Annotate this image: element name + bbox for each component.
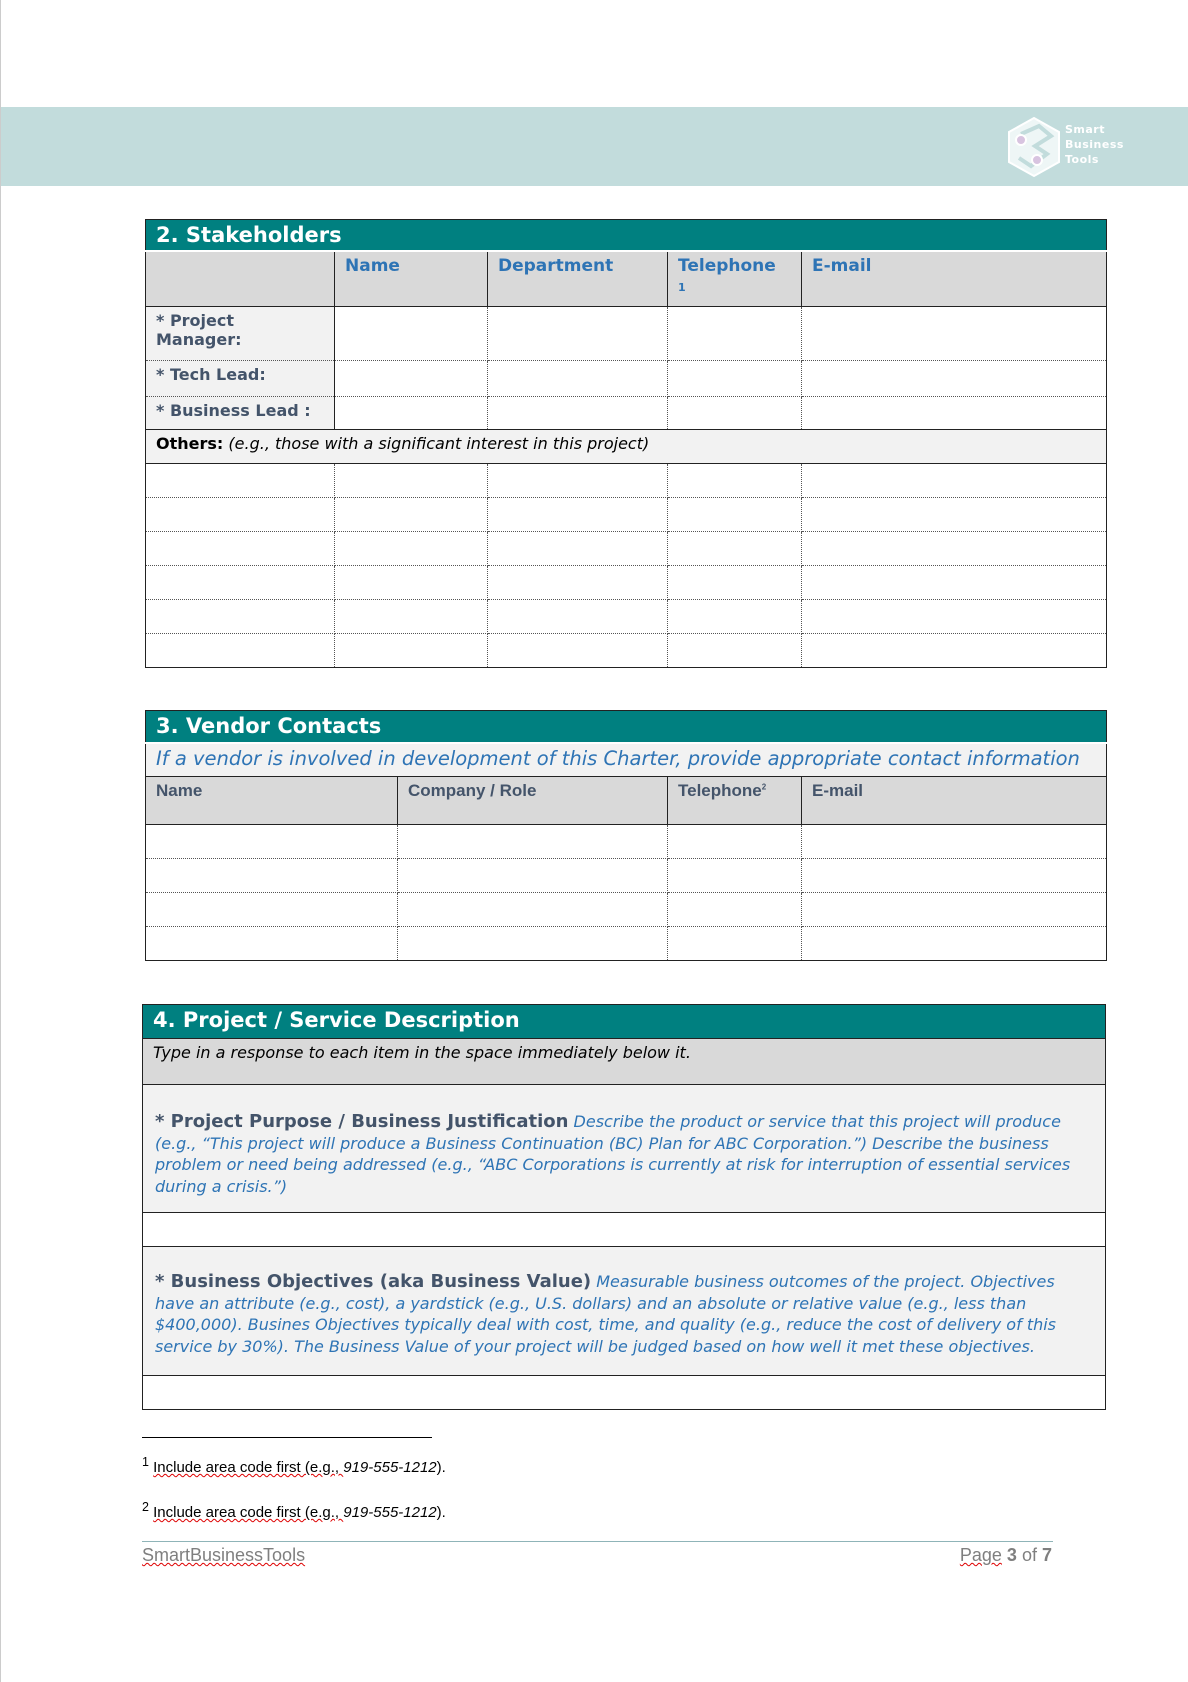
cell[interactable] [146, 633, 335, 667]
cell[interactable] [146, 893, 398, 927]
footnote-text: Include area code first (e.g., [153, 1459, 344, 1476]
cell[interactable] [335, 633, 488, 667]
total-pages: 7 [1041, 1545, 1052, 1565]
cell[interactable] [335, 497, 488, 531]
role-tech-lead: * Tech Lead: [146, 360, 335, 396]
cell[interactable] [146, 497, 335, 531]
cell[interactable] [488, 463, 668, 497]
others-hint: (e.g., those with a significant interest in this project) [228, 433, 650, 453]
cell[interactable] [146, 859, 398, 893]
footnote-end: ). [436, 1459, 446, 1476]
cell[interactable] [668, 893, 802, 927]
cell[interactable] [668, 306, 802, 360]
cell[interactable] [802, 927, 1107, 961]
cell[interactable] [668, 360, 802, 396]
footer-rule [142, 1541, 1053, 1542]
cell[interactable] [398, 927, 668, 961]
cell[interactable] [802, 893, 1107, 927]
cell[interactable] [335, 396, 488, 429]
footer-brand: SmartBusinessTools [142, 1545, 306, 1565]
objectives-text: Measurable business outcomes of the project. Objectives have an attribute (e.g., cost), a yardstick (e.g., U.S. dollars) and an absolute or relative value (e.g., less than $400,000). Busines Objectives typically deal with cost, time, and quality (e.g., reduce the cost of delivery of this service by 30%). The Business Value of your project will be judged based on how well it met these objectives. [155, 1272, 1057, 1356]
vendor-contacts-table [145, 710, 1107, 961]
footnote-ref: 1 [678, 281, 686, 294]
cell[interactable] [668, 599, 802, 633]
cell[interactable] [802, 306, 1107, 360]
cell[interactable] [488, 599, 668, 633]
current-page: 3 [1006, 1545, 1017, 1565]
col-name: Name [146, 777, 398, 825]
section-title: 4. Project / Service Description [143, 1005, 1106, 1039]
col-telephone-label: Telephone [678, 256, 776, 276]
footnote-ref: 2 [761, 782, 767, 792]
cell[interactable] [802, 633, 1107, 667]
cell[interactable] [802, 360, 1107, 396]
col-telephone-label: Telephone [678, 781, 762, 800]
col-telephone [668, 251, 802, 306]
col-department: Department [488, 251, 668, 306]
cell[interactable] [335, 306, 488, 360]
cell[interactable] [802, 599, 1107, 633]
cell[interactable] [488, 497, 668, 531]
logo-text-business: Business [1065, 138, 1124, 151]
col-company-role: Company / Role [398, 777, 668, 825]
purpose-label: * Project Purpose / Business Justification [155, 1111, 569, 1132]
cell[interactable] [146, 463, 335, 497]
cell[interactable] [668, 825, 802, 859]
cell[interactable] [146, 531, 335, 565]
cell[interactable] [802, 531, 1107, 565]
cell[interactable] [802, 463, 1107, 497]
footnote-example: 919-555-1212 [343, 1459, 437, 1476]
cell[interactable] [488, 306, 668, 360]
page-label: Page [959, 1545, 1002, 1565]
objectives-prompt [143, 1247, 1106, 1376]
cell[interactable] [335, 565, 488, 599]
purpose-text: Describe the product or service that this project will produce (e.g., “This project will produce a Business Continuation (BC) Plan for ABC Corporation.”) Describe the business problem or need being addressed (e.g., “ABC Corporations is currently at risk for interruption of essential services during a crisis.”) [155, 1112, 1071, 1196]
footnote-separator [142, 1437, 432, 1438]
of-label: of [1021, 1545, 1037, 1565]
stakeholders-table [145, 219, 1107, 668]
purpose-response-field[interactable] [143, 1213, 1106, 1247]
vendor-subtitle: If a vendor is involved in development of this Charter, provide appropriate contact information [146, 743, 1107, 777]
cell[interactable] [802, 825, 1107, 859]
cell[interactable] [488, 531, 668, 565]
cell[interactable] [668, 927, 802, 961]
page-number [960, 1545, 1052, 1566]
cell[interactable] [668, 396, 802, 429]
others-label: Others: [156, 433, 224, 453]
objectives-response-field[interactable] [143, 1376, 1106, 1410]
cell[interactable] [668, 463, 802, 497]
cell[interactable] [668, 859, 802, 893]
project-description-table [142, 1004, 1106, 1410]
section-title: 3. Vendor Contacts [146, 711, 1107, 743]
cell[interactable] [802, 859, 1107, 893]
cell[interactable] [398, 825, 668, 859]
col-telephone [668, 777, 802, 825]
cell[interactable] [488, 360, 668, 396]
role-project-manager: * Project Manager: [146, 306, 335, 360]
role-business-lead: * Business Lead : [146, 396, 335, 429]
footnote-1 [142, 1455, 446, 1476]
cell[interactable] [146, 825, 398, 859]
col-name: Name [335, 251, 488, 306]
col-email: E-mail [802, 777, 1107, 825]
cell[interactable] [668, 531, 802, 565]
cell[interactable] [146, 927, 398, 961]
cell[interactable] [802, 497, 1107, 531]
footnote-number: 2 [142, 1500, 149, 1514]
cell[interactable] [335, 531, 488, 565]
cell[interactable] [668, 565, 802, 599]
cell[interactable] [802, 396, 1107, 429]
section-title: 2. Stakeholders [146, 220, 1107, 252]
others-row [146, 429, 1107, 463]
cell[interactable] [668, 633, 802, 667]
cell[interactable] [335, 360, 488, 396]
cell[interactable] [802, 565, 1107, 599]
cell[interactable] [398, 893, 668, 927]
purpose-prompt [143, 1085, 1106, 1213]
footnote-number: 1 [142, 1455, 149, 1469]
footnote-end: ). [436, 1504, 446, 1521]
logo-text-smart: Smart [1065, 123, 1105, 136]
logo-cube-icon [1007, 116, 1061, 178]
footnote-2 [142, 1500, 446, 1521]
footnote-text: Include area code first (e.g., [153, 1504, 344, 1521]
cell[interactable] [146, 565, 335, 599]
cell[interactable] [488, 565, 668, 599]
col-email: E-mail [802, 251, 1107, 306]
cell[interactable] [488, 633, 668, 667]
cell[interactable] [146, 599, 335, 633]
objectives-label: * Business Objectives (aka Business Value) [155, 1271, 592, 1292]
cell[interactable] [398, 859, 668, 893]
footnote-example: 919-555-1212 [343, 1504, 437, 1521]
cell[interactable] [335, 599, 488, 633]
logo [1007, 116, 1167, 178]
cell[interactable] [488, 396, 668, 429]
cell[interactable] [335, 463, 488, 497]
logo-text-tools: Tools [1065, 153, 1099, 166]
cell[interactable] [668, 497, 802, 531]
instruction: Type in a response to each item in the space immediately below it. [143, 1039, 1106, 1085]
